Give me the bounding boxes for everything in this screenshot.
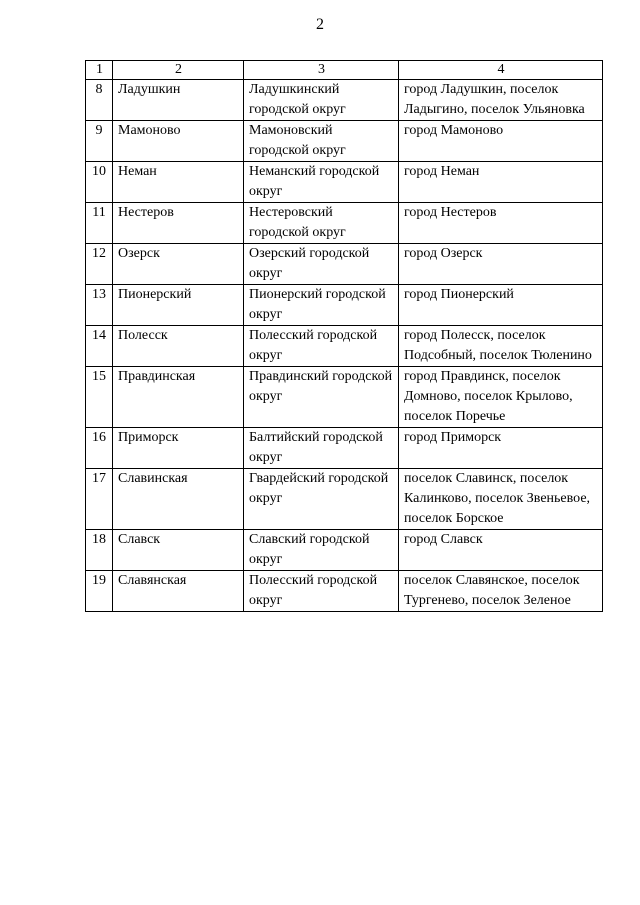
row-number: 15 [86,367,113,428]
included-localities: город Приморск [399,428,603,469]
page-number: 2 [316,16,324,33]
district-name: Полесский городской округ [244,326,399,367]
included-localities: город Мамоново [399,121,603,162]
column-header-2: 2 [113,61,244,80]
included-localities: город Неман [399,162,603,203]
table-row [86,285,603,326]
row-number: 17 [86,469,113,530]
settlement-name: Полесск [113,326,244,367]
district-name: Балтийский городской округ [244,428,399,469]
settlement-name: Неман [113,162,244,203]
settlement-name: Пионерский [113,285,244,326]
table-row [86,428,603,469]
column-header-4: 4 [399,61,603,80]
row-number: 9 [86,121,113,162]
row-number: 16 [86,428,113,469]
row-number: 14 [86,326,113,367]
table-row [86,162,603,203]
table-row [86,571,603,612]
settlement-name: Нестеров [113,203,244,244]
settlement-name: Мамоново [113,121,244,162]
included-localities: город Правдинск, поселок Домново, поселок Крылово, поселок Поречье [399,367,603,428]
row-number: 10 [86,162,113,203]
included-localities: поселок Славинск, поселок Калинково, поселок Звеньевое, поселок Борское [399,469,603,530]
settlement-name: Славинская [113,469,244,530]
table-row [86,469,603,530]
table-row [86,244,603,285]
included-localities: город Пионерский [399,285,603,326]
row-number: 13 [86,285,113,326]
included-localities: город Ладушкин, поселок Ладыгино, поселок Ульяновка [399,80,603,121]
settlements-table [85,60,603,612]
district-name: Славский городской округ [244,530,399,571]
row-number: 18 [86,530,113,571]
settlement-name: Славянская [113,571,244,612]
district-name: Нестеровский городской округ [244,203,399,244]
included-localities: поселок Славянское, поселок Тургенево, поселок Зеленое [399,571,603,612]
table-row [86,367,603,428]
table-row [86,326,603,367]
district-name: Неманский городской округ [244,162,399,203]
settlement-name: Ладушкин [113,80,244,121]
district-name: Ладушкинский городской округ [244,80,399,121]
table-row [86,203,603,244]
district-name: Правдинский городской округ [244,367,399,428]
district-name: Пионерский городской округ [244,285,399,326]
included-localities: город Славск [399,530,603,571]
table-header-row [86,61,603,80]
row-number: 12 [86,244,113,285]
district-name: Озерский городской округ [244,244,399,285]
table-row [86,530,603,571]
district-name: Мамоновский городской округ [244,121,399,162]
settlement-name: Приморск [113,428,244,469]
row-number: 11 [86,203,113,244]
table-row [86,80,603,121]
settlement-name: Правдинская [113,367,244,428]
district-name: Гвардейский городской округ [244,469,399,530]
table-row [86,121,603,162]
settlement-name: Славск [113,530,244,571]
row-number: 19 [86,571,113,612]
district-name: Полесский городской округ [244,571,399,612]
settlement-name: Озерск [113,244,244,285]
row-number: 8 [86,80,113,121]
included-localities: город Нестеров [399,203,603,244]
column-header-3: 3 [244,61,399,80]
included-localities: город Полесск, поселок Подсобный, поселок Тюленино [399,326,603,367]
included-localities: город Озерск [399,244,603,285]
column-header-1: 1 [86,61,113,80]
